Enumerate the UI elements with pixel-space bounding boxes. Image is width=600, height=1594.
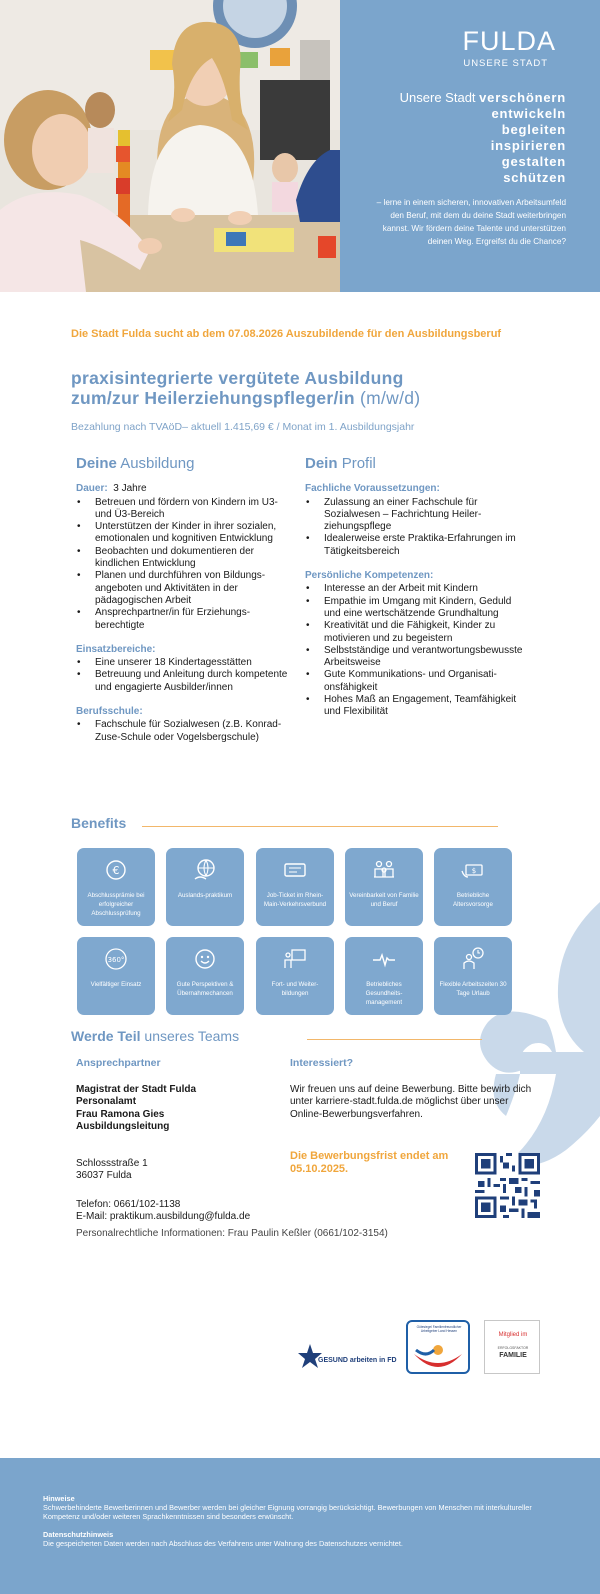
gesund-label: GESUND arbeiten in FD	[318, 1357, 397, 1364]
privacy-title: Datenschutzhinweis	[43, 1530, 114, 1539]
benefit-label: Gute Perspektiven & Übernahmechancen	[176, 981, 234, 997]
fulda-logo: FULDA	[462, 26, 556, 56]
guetesiegel-logo	[406, 1320, 470, 1374]
list-item: • Betreuung und Anleitung durch kompetente und engagierte Ausbilder/innen	[76, 669, 291, 694]
svg-text:€: €	[112, 864, 120, 877]
interest-text: Wir freuen uns auf deine Bewerbung. Bitte bewirb dich unter karriere-stadt.fulda.de möglichst über unser Online-Bewerbungsverfahren.	[290, 1083, 532, 1120]
list-item: • Selbstständige und verantwortungsbewusste Arbeitsweise	[305, 645, 530, 670]
job-intro: Die Stadt Fulda sucht ab dem 07.08.2026 Auszubildende für den Ausbildungsberuf	[71, 328, 502, 340]
hero-section	[0, 0, 600, 292]
flexible-time-icon	[460, 946, 486, 972]
job-title-line2: zum/zur Heilerziehungspfleger/in	[71, 388, 355, 408]
benefit-tile	[256, 848, 334, 926]
duration-label	[76, 483, 291, 495]
mitglied-mid: ERFOLGSFAKTOR	[497, 1346, 529, 1350]
benefit-label: Vereinbarkeit von Familie und Beruf	[349, 892, 419, 908]
org-line: Magistrat der Stadt Fulda	[76, 1083, 197, 1095]
hint-text: Schwerbehinderte Bewerberinnen und Bewerber werden bei gleicher Eignung vorrangig berücksichtigt. Bewerbungen von Menschen mit interkultureller Kompetenz und/oder weiteren Sprachkenntnissen sind besonders erwünscht.	[43, 1503, 532, 1521]
claim-word: begleiten	[501, 122, 566, 137]
hero-photo	[0, 0, 340, 292]
list-item: • Planen und durchführen von Bildungsangeboten und Aktivitäten in der pädagogischen Arbeit	[76, 570, 291, 607]
list-item: • Fachschule für Sozialwesen (z.B. Konrad-Zuse-Schule oder Vogelsbergschule)	[76, 719, 291, 744]
team-heading-rest: unseres Teams	[144, 1028, 240, 1044]
interest-block	[290, 1057, 535, 1121]
ticket-icon	[282, 857, 308, 883]
team-divider	[307, 1039, 482, 1040]
claim-word: inspirieren	[490, 138, 566, 153]
presentation-icon	[282, 946, 308, 972]
list-item: • Empathie im Umgang mit Kindern, Geduld und eine wertschätzende Grundhaltung	[305, 596, 530, 621]
duties-list	[76, 497, 291, 632]
list-item: • Hohes Maß an Engagement, Teamfähigkeit und Flexibilität	[305, 694, 530, 719]
hero-blue-panel	[340, 0, 600, 292]
hint-title: Hinweise	[43, 1494, 75, 1503]
gender-suffix: (m/w/d)	[359, 388, 421, 408]
benefit-label: Auslands-praktikum	[177, 892, 233, 899]
org-line: Ausbildungsleitung	[76, 1121, 170, 1132]
benefit-label: Abschlussprämie bei erfolgreicher Abschlussprüfung	[87, 892, 145, 917]
list-item: • Zulassung an einer Fachschule für Sozialwesen – Fachrichtung Heilerziehungspflege	[305, 497, 530, 534]
job-title-line1: praxisintegrierte vergütete Ausbildung	[71, 368, 404, 388]
duration-value: 3 Jahre	[113, 483, 147, 495]
siegel-label: Gütesiegel Familienfreundlicher Arbeitgeber Land Hessen	[416, 1325, 462, 1333]
seal-swoosh-icon	[408, 1336, 468, 1376]
interest-label: Interessiert?	[290, 1057, 354, 1069]
benefit-label: Flexible Arbeitszeiten 30 Tage Urlaub	[439, 981, 507, 997]
classroom-illustration	[0, 0, 340, 292]
erfolgsfaktor-familie-logo	[484, 1320, 540, 1374]
family-icon	[371, 857, 397, 883]
smiley-icon	[192, 946, 218, 972]
contact-block	[76, 1057, 281, 1224]
benefit-label: Job-Ticket im Rhein-Main-Verkehrsverbund	[263, 892, 327, 908]
competences-list	[305, 583, 530, 718]
benefit-tile	[434, 848, 512, 926]
mitglied-top: Mitglied im	[498, 1332, 528, 1338]
benefit-tile	[434, 937, 512, 1015]
qr-code[interactable]	[475, 1153, 540, 1218]
training-column	[76, 455, 291, 756]
training-heading-bold: Deine	[76, 455, 117, 472]
benefit-tile	[166, 848, 244, 926]
euro-coin-icon	[103, 857, 129, 883]
areas-list	[76, 657, 291, 694]
benefit-tile	[345, 937, 423, 1015]
globe-hand-icon	[192, 857, 218, 883]
list-item: • Kreativität und die Fähigkeit, Kinder zu motivieren und zu begeistern	[305, 620, 530, 645]
competences-label: Persönliche Kompetenzen:	[305, 570, 434, 582]
list-item: • Eine unserer 18 Kindertagesstätten	[76, 657, 291, 669]
list-item: • Interesse an der Arbeit mit Kindern	[305, 583, 530, 595]
personnel-info: Personalrechtliche Informationen: Frau Paulin Keßler (0661/102-3154)	[76, 1228, 388, 1239]
requirements-list	[305, 497, 530, 558]
privacy-text: Die gespeicherten Daten werden nach Abschluss des Verfahrens unter Wahrung des Datenschutzes vernichtet.	[43, 1539, 403, 1548]
application-deadline: Die Bewerbungsfrist endet am 05.10.2025.	[290, 1150, 449, 1175]
areas-label: Einsatzbereiche:	[76, 643, 156, 655]
list-item: • Beobachten und dokumentieren der kindlichen Entwicklung	[76, 546, 291, 571]
profile-heading-rest: Profil	[341, 455, 376, 472]
city: 36037 Fulda	[76, 1170, 132, 1181]
footer	[0, 1458, 600, 1594]
profile-heading-bold: Dein	[305, 455, 338, 472]
svg-text:360°: 360°	[107, 956, 125, 964]
claim-prefix: Unsere Stadt	[399, 90, 476, 105]
team-heading-bold: Werde Teil	[71, 1028, 141, 1044]
benefit-label: Betriebliche Altersvorsorge	[453, 892, 493, 908]
pension-icon	[460, 857, 486, 883]
list-item: • Ansprechpartner/in für Erziehungsberechtigte	[76, 607, 291, 632]
list-item: • Gute Kommunikations- und Organisationsfähigkeit	[305, 669, 530, 694]
fulda-logo-subtitle: UNSERE STADT	[463, 58, 548, 69]
phone: Telefon: 0661/102-1138	[76, 1198, 181, 1210]
claim-word: entwickeln	[491, 106, 566, 121]
training-heading-rest: Ausbildung	[120, 455, 195, 472]
claim-word: gestalten	[501, 154, 566, 169]
school-label: Berufsschule:	[76, 706, 143, 718]
profile-column	[305, 455, 530, 731]
benefit-label: Fort- und Weiter-bildungen	[271, 981, 319, 997]
svg-text:$: $	[471, 867, 477, 875]
hero-claim	[400, 90, 566, 186]
benefit-tile	[77, 848, 155, 926]
team-heading	[71, 1028, 239, 1044]
mitglied-bottom: FAMILIE	[499, 1352, 527, 1359]
gesund-arbeiten-logo	[296, 1340, 396, 1374]
training-heading	[76, 455, 291, 472]
job-title	[71, 368, 541, 408]
payment-info: Bezahlung nach TVAöD– aktuell 1.415,69 € / Monat im 1. Ausbildungsjahr	[71, 421, 415, 433]
contact-label: Ansprechpartner	[76, 1057, 161, 1069]
benefit-tile	[345, 848, 423, 926]
benefit-tile	[166, 937, 244, 1015]
list-item: • Unterstützen der Kinder in ihrer sozialen, emotionalen und kognitiven Entwicklung	[76, 521, 291, 546]
claim-word: verschönern	[479, 90, 566, 105]
duration-label-text: Dauer:	[76, 483, 108, 495]
benefit-tile	[256, 937, 334, 1015]
requirements-label: Fachliche Voraussetzungen:	[305, 483, 440, 495]
hero-description: – lerne in einem sicheren, innovativen Arbeitsumfeld den Beruf, mit dem du deine Stadt weiterbringen kannst. Wir fördern deine Talente und unterstützen deinen Weg. Ergreifst du die Chance?	[376, 198, 566, 246]
org-line: Frau Ramona Gies	[76, 1108, 165, 1120]
benefits-heading: Benefits	[71, 815, 127, 831]
list-item: • Idealerweise erste Praktika-Erfahrungen im Tätigkeitsbereich	[305, 533, 530, 558]
list-item: • Betreuen und fördern von Kindern im U3- und Ü3-Bereich	[76, 497, 291, 522]
360-icon	[103, 946, 129, 972]
benefits-divider	[142, 826, 498, 827]
street: Schlossstraße 1	[76, 1157, 148, 1169]
claim-word: schützen	[503, 170, 566, 185]
benefit-tile	[77, 937, 155, 1015]
benefit-label: Vielfältiger Einsatz	[90, 981, 142, 988]
profile-heading	[305, 455, 530, 472]
org-line: Personalamt	[76, 1096, 137, 1107]
email: E-Mail: praktikum.ausbildung@fulda.de	[76, 1211, 251, 1222]
heartbeat-icon	[371, 946, 397, 972]
benefit-label: Betriebliches Gesundheits-management	[365, 981, 403, 1006]
school-list	[76, 719, 291, 744]
